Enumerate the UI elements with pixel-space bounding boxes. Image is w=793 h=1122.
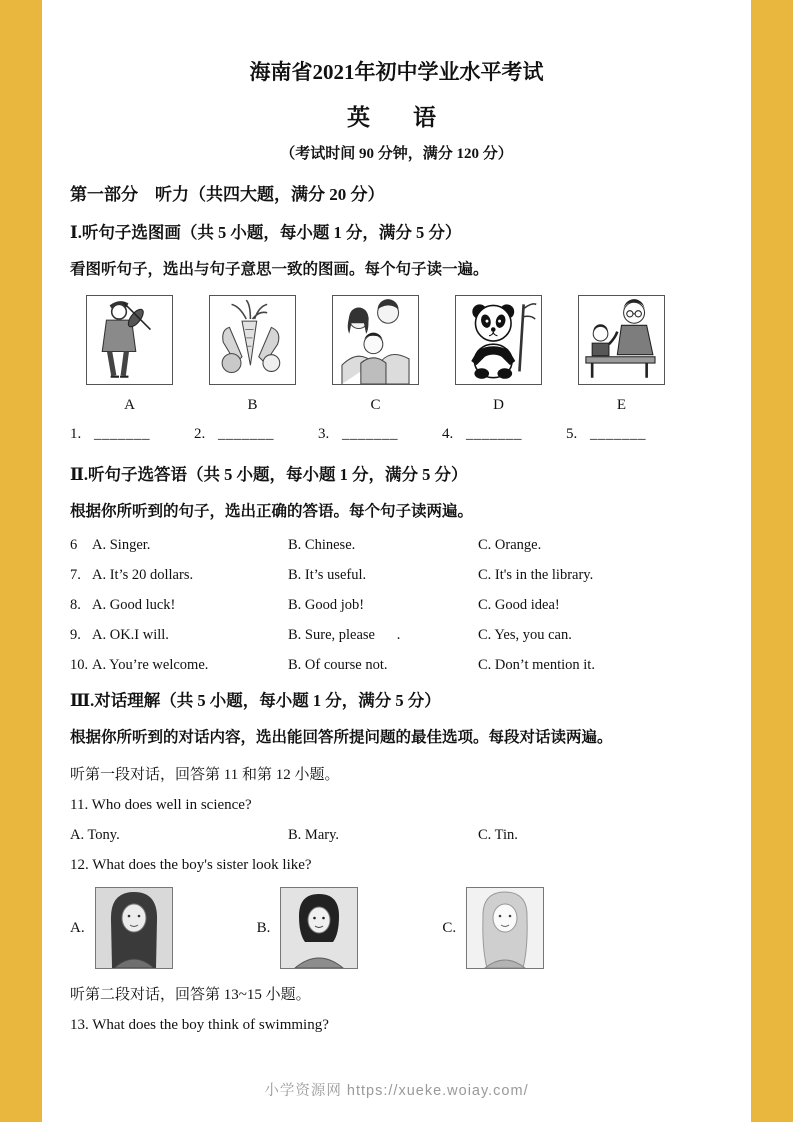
option-10b: B. Of course not. xyxy=(288,657,388,673)
girl-light-hair-picture xyxy=(466,887,544,969)
option-11a: A. Tony. xyxy=(70,827,120,843)
section2-instruction: 根据你所听到的句子，选出正确的答语。每个句子读两遍。 xyxy=(70,503,474,520)
exam-content xyxy=(42,0,751,1047)
question-9-row: 9. A. OK.I will. B. Sure, please . C. Yes, you can. xyxy=(70,627,723,644)
option-7b: B. It’s useful. xyxy=(288,567,367,583)
option-9b: B. Sure, please . xyxy=(288,627,401,643)
dialog2-note: 听第二段对话，回答第 13~15 小题。 xyxy=(70,987,311,1003)
exam-meta: （考试时间 90 分钟，满分 120 分） xyxy=(280,146,513,162)
left-border-decoration xyxy=(0,0,42,1122)
dialog1-note: 听第一段对话，回答第 11 和第 12 小题。 xyxy=(70,767,340,783)
answer-blank-5: 5. _______ xyxy=(566,426,646,442)
teacher-students-picture xyxy=(578,295,665,385)
section3-instruction: 根据你所听到的对话内容，选出能回答所提问题的最佳选项。每段对话读两遍。 xyxy=(70,729,613,746)
question-6-row: 6 A. Singer. B. Chinese. C. Orange. xyxy=(70,537,723,554)
girl-long-dark-hair-picture xyxy=(95,887,173,969)
picture-label: C xyxy=(370,397,381,413)
watermark-footer: 小学资源网 https://xueke.woiay.com/ xyxy=(264,1083,529,1099)
picture-option-c xyxy=(332,295,419,414)
answer-blanks-row xyxy=(70,426,723,443)
family-picture xyxy=(332,295,419,385)
portrait-option-a: A. xyxy=(70,887,173,969)
exam-subject: 英 语 xyxy=(347,105,446,130)
picture-option-a xyxy=(86,295,173,414)
exam-title: 海南省2021年初中学业水平考试 xyxy=(249,60,544,84)
picture-label: A xyxy=(124,397,135,413)
option-7a: A. It’s 20 dollars. xyxy=(92,567,194,583)
section1-heading: Ⅰ.听句子选图画（共 5 小题，每小题 1 分，满分 5 分） xyxy=(70,223,462,242)
vegetables-picture xyxy=(209,295,296,385)
question-7-row: 7. A. It’s 20 dollars. B. It’s useful. C. It's in the library. xyxy=(70,567,723,584)
option-11c: C. Tin. xyxy=(478,827,518,843)
picture-label: E xyxy=(616,397,627,413)
question-10-row: 10. A. You’re welcome. B. Of course not. C. Don’t mention it. xyxy=(70,657,723,674)
panda-picture xyxy=(455,295,542,385)
question-11-text: 11. Who does well in science? xyxy=(70,797,252,813)
option-9c: C. Yes, you can. xyxy=(478,627,572,643)
part1-heading: 第一部分 听力（共四大题，满分 20 分） xyxy=(70,185,385,204)
picture-option-d xyxy=(455,295,542,414)
question-8-row: 8. A. Good luck! B. Good job! C. Good idea! xyxy=(70,597,723,614)
portrait-option-b: B. xyxy=(257,887,359,969)
option-7c: C. It's in the library. xyxy=(478,567,594,583)
answer-blank-4: 4. _______ xyxy=(442,426,522,442)
picture-label: D xyxy=(493,397,504,413)
question-12-picture-options xyxy=(70,887,723,969)
violin-player-picture xyxy=(86,295,173,385)
option-8b: B. Good job! xyxy=(288,597,365,613)
right-border-decoration xyxy=(751,0,793,1122)
option-10a: A. You’re welcome. xyxy=(92,657,209,673)
question-13-text: 13. What does the boy think of swimming? xyxy=(70,1017,329,1033)
picture-option-e xyxy=(578,295,665,414)
question-11-options xyxy=(70,827,723,844)
section2-heading: Ⅱ.听句子选答语（共 5 小题，每小题 1 分，满分 5 分） xyxy=(70,465,468,484)
answer-blank-3: 3. _______ xyxy=(318,426,398,442)
answer-blank-1: 1. _______ xyxy=(70,426,150,442)
portrait-option-c: C. xyxy=(442,887,544,969)
option-8c: C. Good idea! xyxy=(478,597,560,613)
option-10c: C. Don’t mention it. xyxy=(478,657,595,673)
option-6a: A. Singer. xyxy=(92,537,151,553)
option-9a: A. OK.I will. xyxy=(92,627,169,643)
picture-label: B xyxy=(247,397,258,413)
section3-heading: Ⅲ.对话理解（共 5 小题，每小题 1 分，满分 5 分） xyxy=(70,691,441,710)
option-6c: C. Orange. xyxy=(478,537,542,553)
answer-blank-2: 2. _______ xyxy=(194,426,274,442)
option-6b: B. Chinese. xyxy=(288,537,356,553)
picture-row-section1 xyxy=(86,295,723,414)
girl-shoulder-hair-picture xyxy=(280,887,358,969)
option-8a: A. Good luck! xyxy=(92,597,176,613)
question-12-text: 12. What does the boy's sister look like? xyxy=(70,857,312,873)
picture-option-b xyxy=(209,295,296,414)
section1-instruction: 看图听句子，选出与句子意思一致的图画。每个句子读一遍。 xyxy=(70,261,489,278)
option-11b: B. Mary. xyxy=(288,827,340,843)
